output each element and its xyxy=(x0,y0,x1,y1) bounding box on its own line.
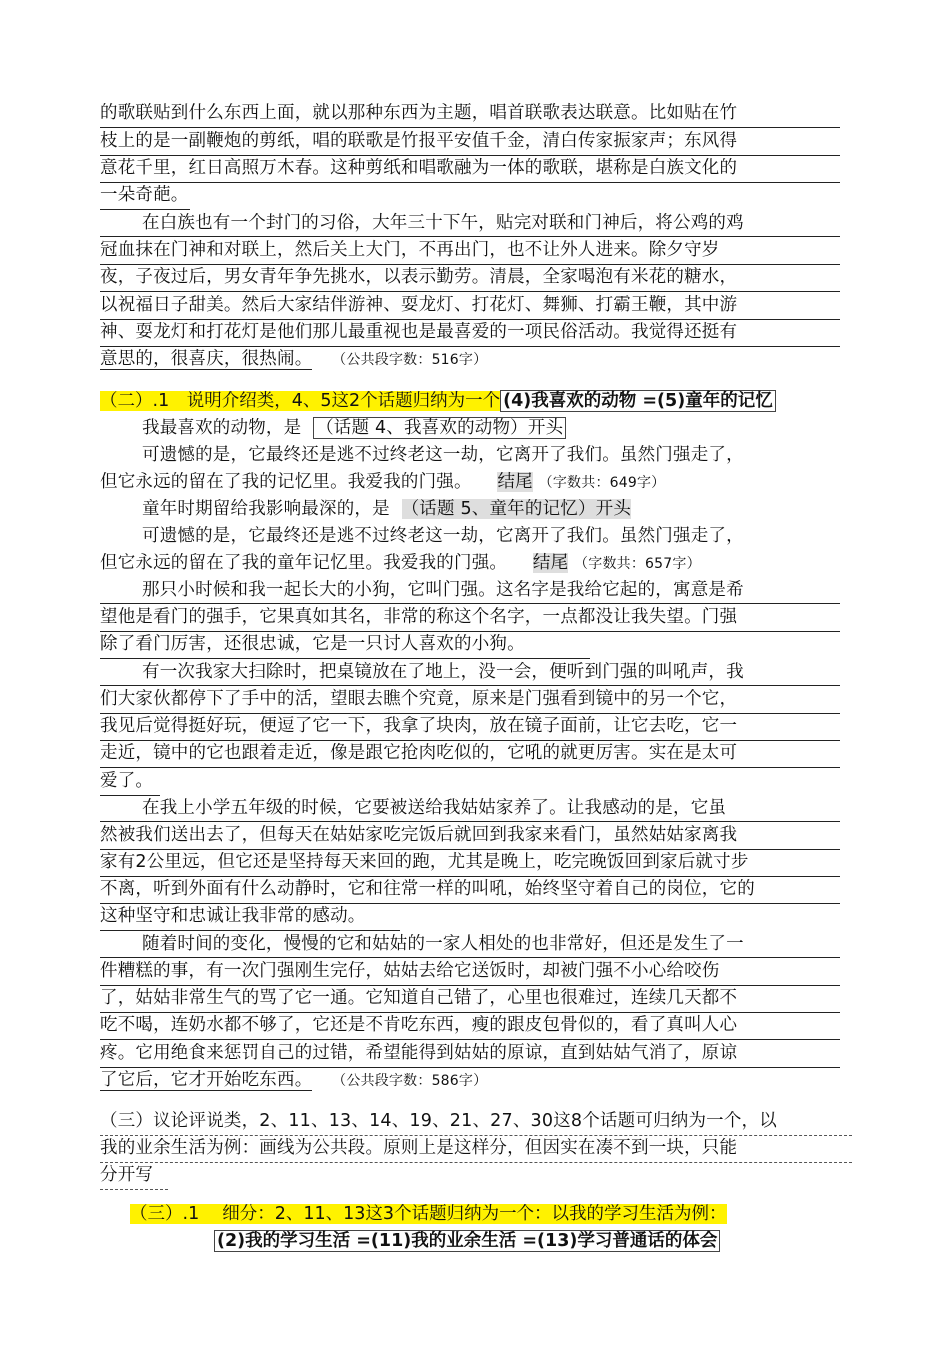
heading-topic-box: (4)我喜欢的动物 =(5)童年的记忆 xyxy=(500,390,776,412)
text-line: 冠血抹在门神和对联上，然后关上大门，不再出门，也不让外人进来。除夕守岁 xyxy=(100,237,840,265)
word-count-note: （字数共：649字） xyxy=(538,475,666,491)
text-line: 随着时间的变化，慢慢的它和姑姑的一家人相处的也非常好，但还是发生了一 xyxy=(100,931,840,958)
text-line: 这种坚守和忠诚让我非常的感动。 xyxy=(100,903,400,931)
text-line: 以祝福日子甜美。然后大家结伴游神、耍龙灯、打花灯、舞狮、打霸王鞭，其中游 xyxy=(100,292,840,320)
text-segment: 了它后，它才开始吃东西。 xyxy=(100,1070,313,1090)
sub-topic-box: (2)我的学习生活 =(11)我的业余生活 =(13)学习普通话的体会 xyxy=(214,1230,720,1252)
sub-heading-highlight: （三）.1 细分：2、11、13这3个话题归纳为一个：以我的学习生活为例： xyxy=(130,1204,727,1224)
text-line: 家有2公里远，但它还是坚持每天来回的跑，尤其是晚上，吃完晚饭回到家后就寸步 xyxy=(100,849,840,877)
text-line: 走近，镜中的它也跟着走近，像是跟它抢肉吃似的，它吼的就更厉害。实在是太可 xyxy=(100,740,840,768)
text-line: 在我上小学五年级的时候，它要被送给我姑姑家养了。让我感动的是，它虽 xyxy=(100,795,840,822)
text-line: 了，姑姑非常生气的骂了它一通。它知道自己错了，心里也很难过，连续几天都不 xyxy=(100,985,840,1013)
text-line: 除了看门厉害，还很忠诚，它是一只讨人喜欢的小狗。 xyxy=(100,631,590,659)
text-line: 望他是看门的强手，它果真如其名，非常的称这个名字，一点都没让我失望。门强 xyxy=(100,604,840,632)
intro-tag: （话题 4、我喜欢的动物）开头 xyxy=(313,417,566,439)
text-line: 一朵奇葩。 xyxy=(100,182,190,210)
section-heading xyxy=(100,388,776,414)
word-count-note: （字数共：657字） xyxy=(574,556,701,572)
intro-text: 我最喜欢的动物，是 xyxy=(142,418,302,438)
text-line: 意花千里，红日高照万木春。这种剪纸和唱歌融为一体的歌联，堪称是白族文化的 xyxy=(100,155,840,183)
text-line xyxy=(100,550,840,577)
text-line: 在白族也有一个封门的习俗，大年三十下午，贴完对联和门神后，将公鸡的鸡 xyxy=(100,210,840,237)
ending-tag: 结尾 xyxy=(532,553,569,573)
text-line: 可遗憾的是，它最终还是逃不过终老这一劫，它离开了我们。虽然门强走了， xyxy=(142,526,744,546)
text-line: 吃不喝，连奶水都不够了，它还是不肯吃东西，瘦的跟皮包骨似的，看了真叫人心 xyxy=(100,1012,840,1040)
text-line: 我见后觉得挺好玩，便逗了它一下，我拿了块肉，放在镜子面前，让它去吃，它一 xyxy=(100,713,840,741)
intro-text: 童年时期留给我影响最深的，是 xyxy=(142,499,390,519)
text-line: 神、耍龙灯和打花灯是他们那儿最重视也是最喜爱的一项民俗活动。我觉得还挺有 xyxy=(100,319,840,347)
word-count-note: （公共段字数：516字） xyxy=(332,352,488,368)
text-line xyxy=(100,496,840,523)
ending-text: 但它永远的留在了我的记忆里。我爱我的门强。 xyxy=(100,472,472,492)
heading-highlight: （二）.1 说明介绍类，4、5这2个话题归纳为一个 xyxy=(100,391,501,411)
text-line: 可遗憾的是，它最终还是逃不过终老这一劫，它离开了我们。虽然门强走了， xyxy=(142,445,744,465)
text-line: 们大家伙都停下了手中的活，望眼去瞧个究竟，原来是门强看到镜中的另一个它， xyxy=(100,686,840,714)
text-line xyxy=(100,1067,840,1094)
text-line: 爱了。 xyxy=(100,768,160,796)
word-count-note: （公共段字数：586字） xyxy=(332,1073,488,1089)
text-line xyxy=(100,346,840,373)
sub-topic-box-wrap xyxy=(214,1228,720,1254)
intro-tag: （话题 5、童年的记忆）开头 xyxy=(401,499,632,519)
text-line: 件糟糕的事，有一次门强刚生完仔，姑姑去给它送饭时，却被门强不小心给咬伤 xyxy=(100,958,840,986)
text-line: 分开写 xyxy=(100,1162,168,1190)
text-line: 不离，听到外面有什么动静时，它和往常一样的叫吼，始终坚守着自己的岗位，它的 xyxy=(100,876,840,904)
ending-tag: 结尾 xyxy=(497,472,533,492)
text-line: 枝上的是一副鞭炮的剪纸，唱的联歌是竹报平安值千金，清白传家振家声；东风得 xyxy=(100,128,840,156)
ending-text: 但它永远的留在了我的童年记忆里。我爱我的门强。 xyxy=(100,553,508,573)
text-line xyxy=(100,415,840,442)
text-line: （三）议论评说类，2、11、13、14、19、21、27、30这8个话题可归纳为一个，以 xyxy=(100,1108,852,1136)
text-line: 疼。它用绝食来惩罚自己的过错，希望能得到姑姑的原谅，直到姑姑气消了，原谅 xyxy=(100,1040,840,1068)
text-line: 夜，子夜过后，男女青年争先挑水，以表示勤劳。清晨，全家喝泡有米花的糖水， xyxy=(100,264,840,292)
sub-heading xyxy=(130,1201,727,1227)
text-line: 有一次我家大扫除时，把桌镜放在了地上，没一会，便听到门强的叫吼声，我 xyxy=(100,659,840,686)
text-line: 然被我们送出去了，但每天在姑姑家吃完饭后就回到我家来看门，虽然姑姑家离我 xyxy=(100,822,840,850)
text-line: 的歌联贴到什么东西上面，就以那种东西为主题，唱首联歌表达联意。比如贴在竹 xyxy=(100,100,840,128)
text-segment: 意思的，很喜庆，很热闹。 xyxy=(100,349,313,369)
text-line: 那只小时候和我一起长大的小狗，它叫门强。这名字是我给它起的，寓意是希 xyxy=(100,577,840,604)
text-line xyxy=(100,469,840,496)
text-line: 我的业余生活为例：画线为公共段。原则上是这样分，但因实在凑不到一块，只能 xyxy=(100,1135,852,1163)
